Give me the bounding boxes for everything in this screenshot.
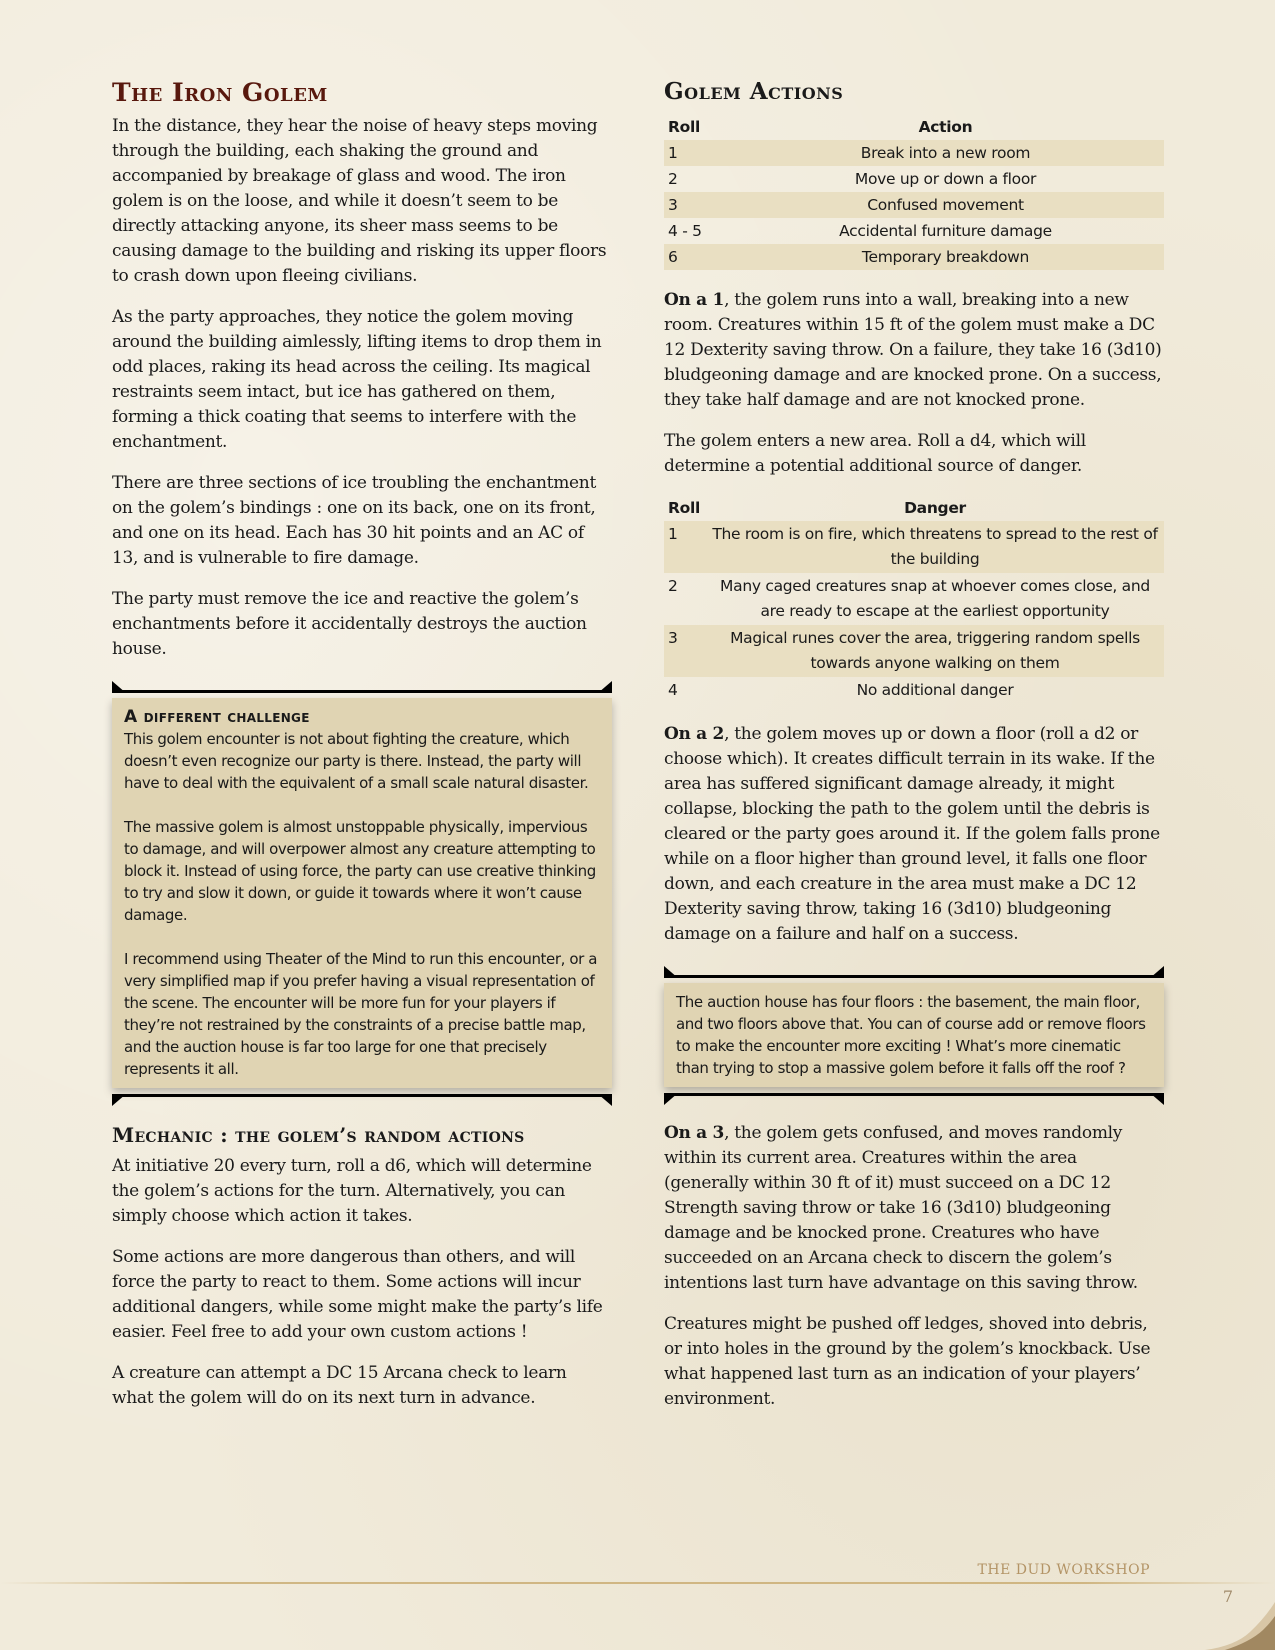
golem-actions-heading: Golem Actions xyxy=(664,78,844,105)
left-column xyxy=(112,78,612,1427)
table-row xyxy=(664,625,1164,677)
roll-cell: 1 xyxy=(664,521,706,573)
danger-cell: No additional danger xyxy=(856,681,1014,699)
approach-paragraph: As the party approaches, they notice the golem moving around the building aimlessly, lifting items to drop them in odd places, raking its head across the ceiling. Its magical restraints seem intact, but ice has gathered on them, forming a thick coating that seems to interfere with the enchantment. xyxy=(112,307,602,452)
actions-table xyxy=(664,114,1164,270)
note-paragraph: I recommend using Theater of the Mind to run this encounter, or a very simplified map if you prefer having a visual representation of the scene. The encounter will be more fun for your players if they’re not restrained by the constraints of a precise battle map, and the auction house is far too large for one that precisely represents it all. xyxy=(124,950,598,1078)
right-column xyxy=(664,78,1164,1428)
on-a-2-paragraph xyxy=(664,722,1164,947)
note-paragraph: The auction house has four floors : the basement, the main floor, and two floors above that. You can of course add or remove floors to make the encounter more exciting ! What’s more cinematic than trying to stop a massive golem before it falls off the roof ? xyxy=(676,993,1146,1077)
danger-table-header xyxy=(664,495,1164,521)
on-a-1-text: , the golem runs into a wall, breaking into a new room. Creatures within 15 ft of the golem must make a DC 12 Dexterity saving throw. On a failure, they take 16 (3d10) bludgeoning damage and are knocked prone. On a success, they take half damage and are not knocked prone. xyxy=(664,290,1162,410)
roll-cell: 1 xyxy=(664,140,727,166)
on-a-3-paragraph xyxy=(664,1121,1164,1296)
on-a-1-paragraph xyxy=(664,288,1164,413)
roll-cell: 4 xyxy=(668,681,678,699)
note-heading: A different challenge xyxy=(124,707,310,727)
table-row xyxy=(664,140,1164,166)
actions-table-header xyxy=(664,114,1164,140)
roll-cell: 4 - 5 xyxy=(668,222,702,240)
table-row xyxy=(664,244,1164,270)
action-cell: Break into a new room xyxy=(727,140,1164,166)
on-a-2-label: On a 2 xyxy=(664,724,725,744)
page-corner-ornament-icon xyxy=(1205,1602,1275,1650)
danger-paragraph: Some actions are more dangerous than others, and will force the party to react to them. Some actions will incur additional dangers, while some might make the party’s life easier. Feel free to add your own custom actions ! xyxy=(112,1247,603,1342)
note-paragraph: The massive golem is almost unstoppable physically, impervious to damage, and will overpower almost any creature attempting to block it. Instead of using force, the party can use creative thinking to try and slow it down, or guide it towards where it won’t cause damage. xyxy=(124,818,596,924)
roll-cell: 3 xyxy=(664,625,706,677)
page-number: 7 xyxy=(1222,1587,1233,1606)
note-top-border xyxy=(664,969,1164,983)
table-row xyxy=(664,218,1164,244)
mechanic-heading: Mechanic : the golem’s random actions xyxy=(112,1123,525,1147)
page-title: The Iron Golem xyxy=(112,78,328,107)
on-a-1-label: On a 1 xyxy=(664,290,725,310)
action-cell: Accidental furniture damage xyxy=(839,222,1052,240)
note-bottom-border xyxy=(112,1088,612,1102)
note-box xyxy=(664,983,1164,1087)
table-row xyxy=(664,521,1164,573)
footer-divider xyxy=(0,1582,1275,1584)
danger-cell: The room is on fire, which threatens to spread to the rest of the building xyxy=(706,521,1164,573)
header-danger: Danger xyxy=(904,499,966,517)
footer-title: THE DUD WORKSHOP xyxy=(977,1562,1150,1578)
different-challenge-note xyxy=(112,684,612,1102)
action-cell: Move up or down a floor xyxy=(854,170,1037,188)
header-action: Action xyxy=(918,118,973,136)
intro-paragraph: In the distance, they hear the noise of heavy steps moving through the building, each shaking the ground and accompanied by breakage of glass and wood. The iron golem is on the loose, and while it doesn’t seem to be directly attacking anyone, its sheer mass seems to be causing damage to the building and risking its upper floors to crash down upon fleeing civilians. xyxy=(112,116,607,286)
initiative-paragraph: At initiative 20 every turn, roll a d6, which will determine the golem’s actions for the turn. Alternatively, you can simply choose which action it takes. xyxy=(112,1156,592,1226)
objective-paragraph: The party must remove the ice and reactive the golem’s enchantments before it accidentally destroys the auction house. xyxy=(112,589,587,659)
roll-cell: 2 xyxy=(668,170,678,188)
ice-sections-paragraph: There are three sections of ice troubling the enchantment on the golem’s bindings : one on its back, one on its front, and one on its head. Each has 30 hit points and an AC of 13, and is vulnerable to fire damage. xyxy=(112,473,596,568)
knockback-paragraph: Creatures might be pushed off ledges, shoved into debris, or into holes in the ground by the golem’s knockback. Use what happened last turn as an indication of your players’ environment. xyxy=(664,1314,1151,1409)
floors-note xyxy=(664,969,1164,1101)
note-box xyxy=(112,698,612,1088)
d4-paragraph: The golem enters a new area. Roll a d4, which will determine a potential additional source of danger. xyxy=(664,431,1086,476)
roll-cell: 3 xyxy=(664,192,727,218)
header-roll: Roll xyxy=(668,499,701,517)
arcana-paragraph: A creature can attempt a DC 15 Arcana check to learn what the golem will do on its next turn in advance. xyxy=(112,1363,567,1408)
table-row xyxy=(664,166,1164,192)
roll-cell: 2 xyxy=(668,577,678,595)
table-row xyxy=(664,192,1164,218)
note-paragraph: This golem encounter is not about fighting the creature, which doesn’t even recognize our party is there. Instead, the party will have to deal with the equivalent of a small scale natural disaster. xyxy=(124,730,589,792)
table-row xyxy=(664,573,1164,625)
on-a-2-text: , the golem moves up or down a floor (roll a d2 or choose which). It creates difficult terrain in its wake. If the area has suffered significant damage already, it might collapse, blocking the path to the golem until the debris is cleared or the party goes around it. If the golem falls prone while on a floor higher than ground level, it falls one floor down, and each creature in the area must make a DC 12 Dexterity saving throw, taking 16 (3d10) bludgeoning damage on a failure and half on a success. xyxy=(664,724,1160,944)
on-a-3-label: On a 3 xyxy=(664,1123,725,1143)
action-cell: Temporary breakdown xyxy=(727,244,1164,270)
note-top-border xyxy=(112,684,612,698)
note-bottom-border xyxy=(664,1087,1164,1101)
on-a-3-text: , the golem gets confused, and moves randomly within its current area. Creatures within the area (generally within 30 ft of it) must succeed on a DC 12 Strength saving throw or take 16 (3d10) bludgeoning damage and be knocked prone. Creatures who have succeeded on an Arcana check to discern the golem’s intentions last turn have advantage on this saving throw. xyxy=(664,1123,1138,1293)
danger-cell: Many caged creatures snap at whoever comes close, and are ready to escape at the earliest opportunity xyxy=(720,577,1150,620)
header-roll: Roll xyxy=(668,118,701,136)
danger-cell: Magical runes cover the area, triggering random spells towards anyone walking on them xyxy=(706,625,1164,677)
danger-table xyxy=(664,495,1164,704)
roll-cell: 6 xyxy=(664,244,727,270)
action-cell: Confused movement xyxy=(727,192,1164,218)
table-row xyxy=(664,677,1164,704)
